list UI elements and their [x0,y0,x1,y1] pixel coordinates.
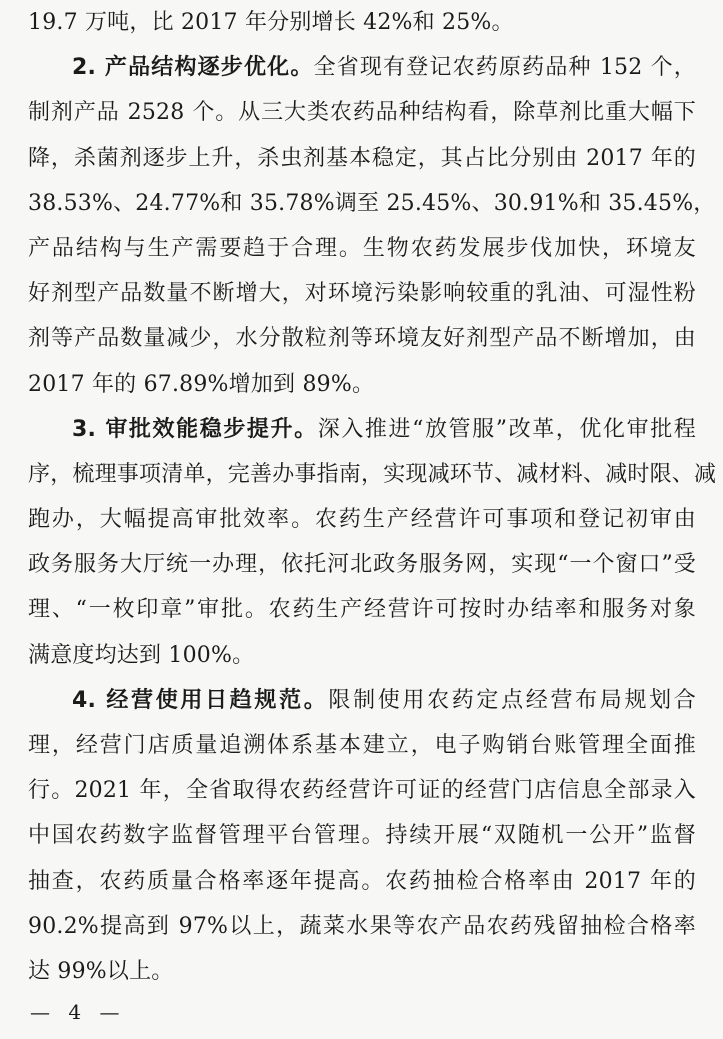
section-2-first-line: 2. 产品结构逐步优化。全省现有登记农药原药品种 152 个， [72,55,697,81]
text-line: 跑办，大幅提高审批效率。农药生产经营许可事项和登记初审由 [28,507,696,533]
page-number: — 4 — [30,1000,126,1024]
text-line: 38.53%、24.77%和 35.78%调至 25.45%、30.91%和 35.45%， [28,190,716,216]
text-line: 理、“一枚印章”审批。农药生产经营许可按时办结率和服务对象 [28,597,696,623]
text-line: 2017 年的 67.89%增加到 89%。 [28,371,375,397]
section-heading: 2. 产品结构逐步优化。 [72,55,314,81]
section-heading: 3. 审批效能稳步提升。 [72,416,318,442]
text-line: 达 99%以上。 [28,958,174,984]
section-3-first-line: 3. 审批效能稳步提升。深入推进“放管服”改革，优化审批程 [72,416,696,442]
section-4-first-line: 4. 经营使用日趋规范。限制使用农药定点经营布局规划合 [72,687,696,713]
text-line: 剂等产品数量减少，水分散粒剂等环境友好剂型产品不断增加，由 [28,326,696,352]
text-line: 理，经营门店质量追溯体系基本建立，电子购销台账管理全面推 [28,733,696,758]
text-line: 政务服务大厅统一办理，依托河北政务服务网，实现“一个窗口”受 [28,552,696,578]
body-text [28,0,717,994]
text-line: 中国农药数字监督管理平台管理。持续开展“双随机一公开”监督 [28,823,696,849]
text-line: 90.2%提高到 97%以上，蔬菜水果等农产品农药残留抽检合格率 [28,913,696,939]
text-line: 19.7 万吨，比 2017 年分别增长 42%和 25%。 [28,10,514,35]
text-line: 制剂产品 2528 个。从三大类农药品种结构看，除草剂比重大幅下 [28,100,696,126]
text-line: 满意度均达到 100%。 [28,642,255,668]
text-line: 降，杀菌剂逐步上升，杀虫剂基本稳定，其占比分别由 2017 年的 [28,145,696,171]
text-line: 行。2021 年，全省取得农药经营许可证的经营门店信息全部录入 [28,778,696,804]
text-line: 好剂型产品数量不断增大，对环境污染影响较重的乳油、可湿性粉 [28,281,696,307]
text-line: 产品结构与生产需要趋于合理。生物农药发展步伐加快，环境友 [28,235,696,261]
text-line: 抽查，农药质量合格率逐年提高。农药抽检合格率由 2017 年的 [28,868,696,894]
section-heading: 4. 经营使用日趋规范。 [72,687,329,713]
text-line: 序，梳理事项清单，完善办事指南，实现减环节、减材料、减时限、减 [28,461,717,487]
